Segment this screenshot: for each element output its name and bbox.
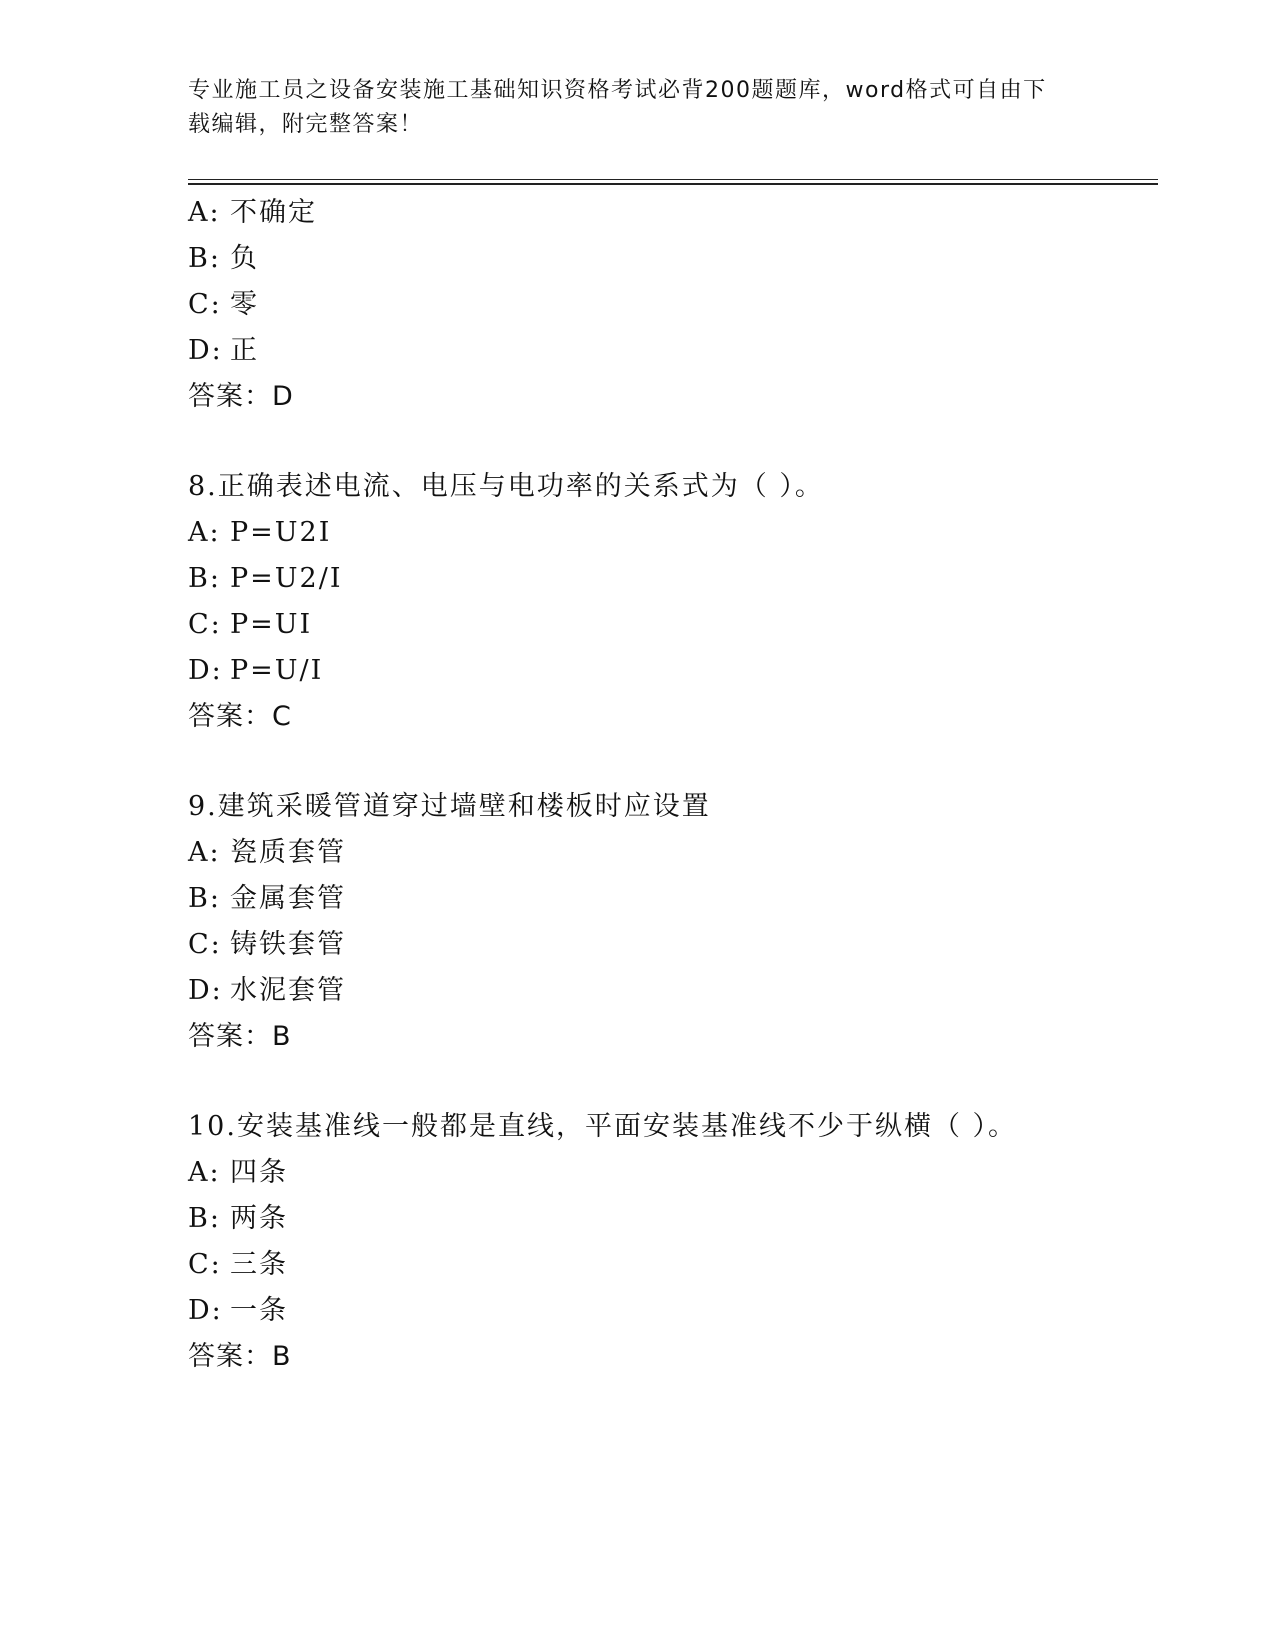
option-text: 金属套管 [230, 883, 346, 914]
answer-label: 答案： [188, 1021, 272, 1052]
option-text: P=U2I [230, 517, 332, 548]
option-b [188, 876, 1148, 922]
option-b [188, 236, 1148, 282]
question-9 [188, 784, 1148, 1060]
option-text: P=U2/I [230, 563, 343, 594]
option-key: D: [188, 655, 223, 686]
option-c [188, 922, 1148, 968]
option-text: 三条 [230, 1249, 288, 1280]
option-key: C: [188, 1249, 222, 1280]
option-a [188, 190, 1148, 236]
header-divider-thick [188, 183, 1158, 185]
answer-line [188, 1014, 1148, 1060]
option-a [188, 510, 1148, 556]
answer-line [188, 374, 1148, 420]
option-text: 瓷质套管 [230, 837, 346, 868]
option-key: A: [188, 1157, 221, 1188]
option-c [188, 602, 1148, 648]
option-text: 正 [230, 335, 259, 366]
answer-value: C [272, 701, 292, 732]
option-a [188, 830, 1148, 876]
question-8 [188, 464, 1148, 740]
option-key: B: [188, 563, 221, 594]
option-d [188, 328, 1148, 374]
question-title: 10.安装基准线一般都是直线，平面安装基准线不少于纵横（ ）。 [188, 1111, 1018, 1142]
option-key: A: [188, 197, 221, 228]
option-text: 不确定 [230, 197, 317, 228]
answer-line [188, 694, 1148, 740]
option-c [188, 1242, 1148, 1288]
option-key: A: [188, 517, 221, 548]
option-key: C: [188, 609, 222, 640]
option-key: D: [188, 975, 223, 1006]
option-d [188, 1288, 1148, 1334]
option-b [188, 556, 1148, 602]
option-key: C: [188, 289, 222, 320]
option-text: 一条 [230, 1295, 288, 1326]
question-7-fragment [188, 190, 1148, 420]
option-text: 水泥套管 [230, 975, 346, 1006]
option-text: 负 [230, 243, 259, 274]
option-key: C: [188, 929, 222, 960]
answer-value: B [272, 1021, 292, 1052]
answer-label: 答案： [188, 1341, 272, 1372]
option-text: 两条 [230, 1203, 288, 1234]
option-text: 四条 [230, 1157, 288, 1188]
answer-label: 答案： [188, 381, 272, 412]
option-key: D: [188, 1295, 223, 1326]
option-b [188, 1196, 1148, 1242]
header-divider [188, 179, 1158, 180]
document-header: 专业施工员之设备安装施工基础知识资格考试必背200题题库，word格式可自由下载编辑，附完整答案！ [188, 78, 1047, 137]
question-title: 8.正确表述电流、电压与电功率的关系式为（ ）。 [188, 471, 824, 502]
answer-value: B [272, 1341, 292, 1372]
option-c [188, 282, 1148, 328]
option-text: P=UI [230, 609, 313, 640]
option-key: B: [188, 1203, 221, 1234]
option-key: A: [188, 837, 221, 868]
question-10 [188, 1104, 1148, 1380]
answer-line [188, 1334, 1148, 1380]
option-text: 零 [230, 289, 259, 320]
answer-label: 答案： [188, 701, 272, 732]
option-a [188, 1150, 1148, 1196]
option-d [188, 968, 1148, 1014]
document-content [188, 190, 1148, 1380]
option-text: P=U/I [230, 655, 324, 686]
option-d [188, 648, 1148, 694]
option-text: 铸铁套管 [230, 929, 346, 960]
option-key: D: [188, 335, 223, 366]
option-key: B: [188, 883, 221, 914]
option-key: B: [188, 243, 221, 274]
answer-value: D [272, 381, 294, 412]
question-title: 9.建筑采暖管道穿过墙壁和楼板时应设置 [188, 791, 711, 822]
